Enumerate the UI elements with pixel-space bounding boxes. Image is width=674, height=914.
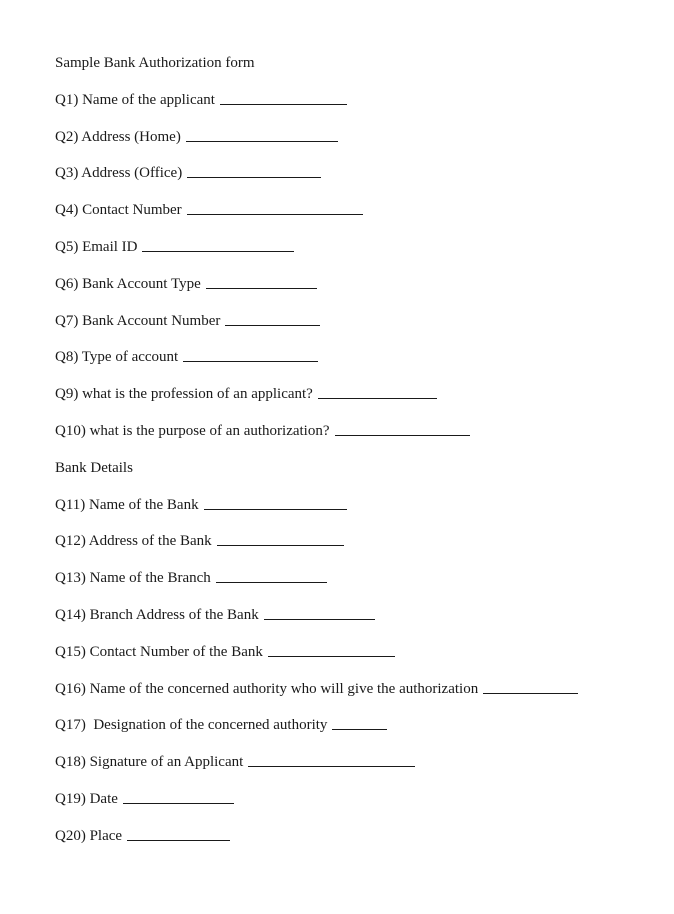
- question-q5: [55, 236, 655, 273]
- answer-blank[interactable]: [264, 604, 375, 620]
- question-q6: [55, 273, 655, 310]
- answer-blank[interactable]: [483, 678, 578, 694]
- question-label: Q19) Date: [55, 790, 118, 807]
- question-label: Q3) Address (Office): [55, 165, 183, 182]
- question-label: Q8) Type of account: [55, 349, 179, 366]
- question-label: Q6) Bank Account Type: [55, 275, 201, 292]
- question-label: Q17) Designation of the concerned authority: [55, 717, 328, 734]
- question-q8: [55, 346, 655, 383]
- question-label: Q12) Address of the Bank: [55, 533, 212, 550]
- question-q9: [55, 383, 655, 420]
- question-q14: [55, 604, 655, 641]
- question-label: Q11) Name of the Bank: [55, 496, 199, 513]
- question-q16: [55, 678, 655, 715]
- answer-blank[interactable]: [187, 162, 321, 178]
- question-q18: [55, 751, 655, 788]
- answer-blank[interactable]: [186, 126, 338, 142]
- question-label: Q4) Contact Number: [55, 202, 182, 219]
- question-label: Q9) what is the profession of an applicant?: [55, 386, 313, 403]
- answer-blank[interactable]: [204, 494, 347, 510]
- question-q12: [55, 530, 655, 567]
- answer-blank[interactable]: [318, 383, 437, 399]
- answer-blank[interactable]: [217, 530, 344, 546]
- form-title: Sample Bank Authorization form: [55, 55, 255, 71]
- answer-blank[interactable]: [225, 310, 320, 326]
- answer-blank[interactable]: [216, 567, 327, 583]
- question-label: Q14) Branch Address of the Bank: [55, 606, 259, 623]
- question-label: Q1) Name of the applicant: [55, 91, 215, 108]
- question-label: Q16) Name of the concerned authority who will give the authorization: [55, 680, 479, 697]
- answer-blank[interactable]: [335, 420, 470, 436]
- answer-blank[interactable]: [332, 714, 387, 730]
- answer-blank[interactable]: [248, 751, 415, 767]
- question-q2: [55, 126, 655, 163]
- answer-blank[interactable]: [142, 236, 294, 252]
- question-label: Q5) Email ID: [55, 238, 138, 255]
- answer-blank[interactable]: [220, 89, 347, 105]
- answer-blank[interactable]: [187, 199, 363, 215]
- question-q10: [55, 420, 655, 457]
- answer-blank[interactable]: [123, 788, 234, 804]
- question-q20: [55, 825, 655, 862]
- question-q1: [55, 89, 655, 126]
- question-q3: [55, 162, 655, 199]
- question-label: Q2) Address (Home): [55, 128, 181, 145]
- answer-blank[interactable]: [206, 273, 317, 289]
- question-label: Q15) Contact Number of the Bank: [55, 643, 263, 660]
- question-q15: [55, 641, 655, 678]
- question-q13: [55, 567, 655, 604]
- section-heading-bank-details: Bank Details: [55, 459, 133, 476]
- question-label: Q7) Bank Account Number: [55, 312, 221, 329]
- question-q7: [55, 310, 655, 347]
- answer-blank[interactable]: [268, 641, 395, 657]
- question-q11: [55, 494, 655, 531]
- question-q4: [55, 199, 655, 236]
- form-page: [55, 52, 655, 862]
- question-label: Q20) Place: [55, 827, 123, 844]
- question-q19: [55, 788, 655, 825]
- answer-blank[interactable]: [183, 346, 318, 362]
- question-label: Q13) Name of the Branch: [55, 570, 211, 587]
- question-q17: [55, 714, 655, 751]
- answer-blank[interactable]: [127, 825, 230, 841]
- question-label: Q10) what is the purpose of an authorization?: [55, 422, 330, 439]
- question-label: Q18) Signature of an Applicant: [55, 754, 244, 771]
